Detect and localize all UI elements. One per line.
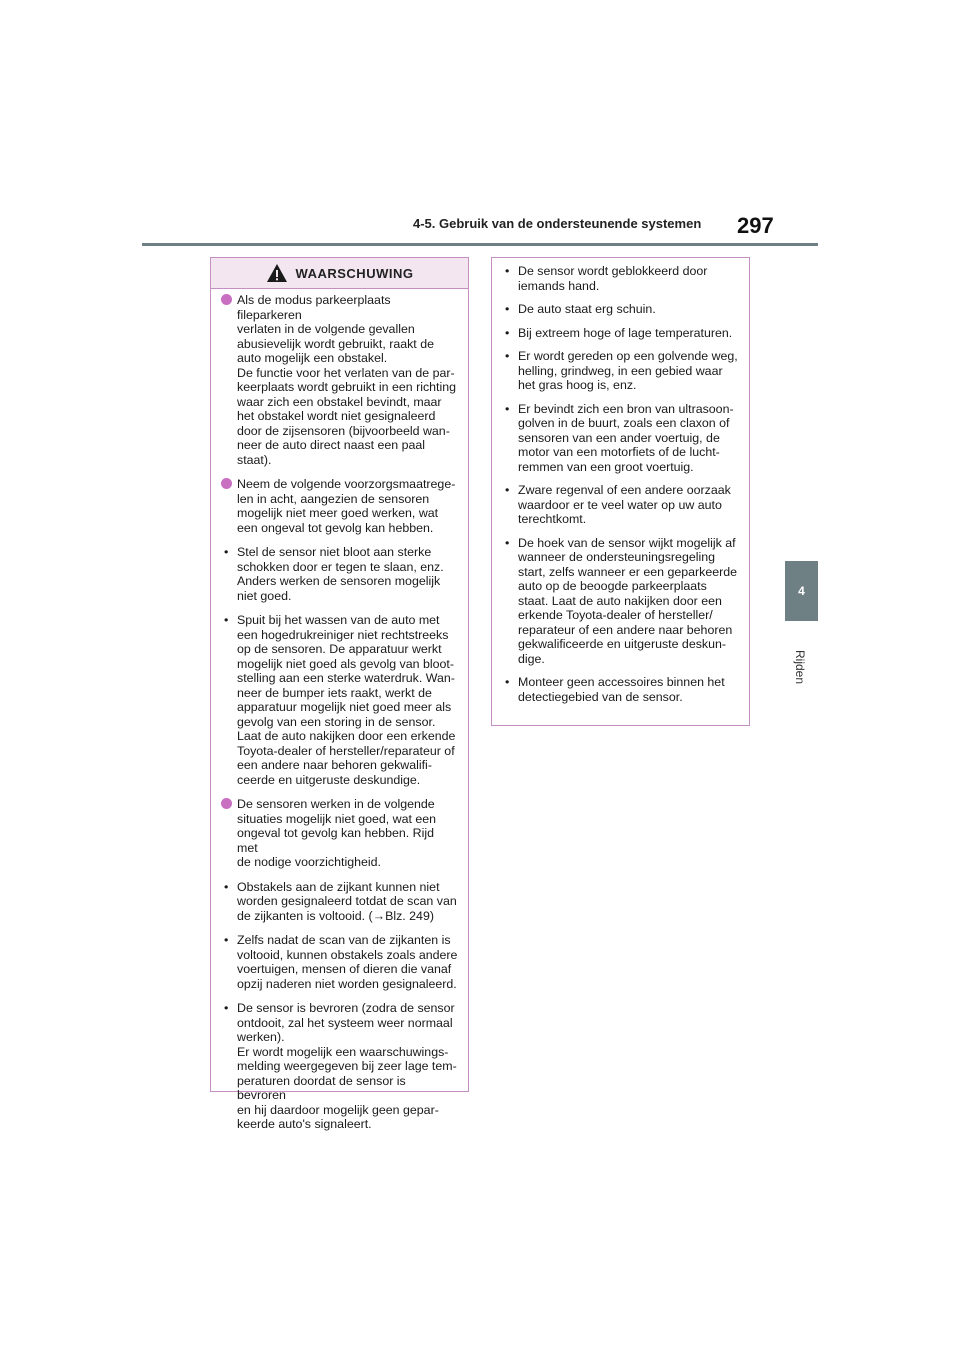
warning-bullet-item [220, 613, 458, 787]
continued-bullet-item [501, 349, 739, 393]
continued-bullet-item [501, 536, 739, 667]
bullet-dot-icon [221, 294, 232, 305]
warning-triangle-icon [266, 263, 288, 283]
page-number: 297 [737, 213, 774, 238]
item-text: Bij extreem hoge of lage temperaturen. [518, 325, 733, 340]
item-text: De sensor wordt geblokkeerd door iemands hand. [518, 264, 708, 293]
item-text: De hoek van de sensor wijkt mogelijk af wanneer de ondersteuningsregeling start, zelfs wanneer er een geparkeerde auto op de beoogde parkeerplaats staat. Laat de auto nakijken door een erkende Toyota-dealer of hersteller/ reparateur of een andere naar behoren gekwalificeerde en uitgeruste deskun- dige. [518, 535, 738, 666]
warning-paragraph [220, 293, 458, 467]
bullet-icon: • [224, 933, 229, 947]
item-text: Als de modus parkeerplaats fileparkeren verlaten in de volgende gevallen abusievelijk wordt gebruikt, raakt de auto mogelijk een obstakel. De functie voor het verlaten van de par- keerplaats wordt gebruikt in een richting waar zich een obstakel bevindt, maar het obstakel wordt niet gesignaleerd door de zijsensoren (bijvoorbeeld wan- neer de auto direct naast een paal staat). [237, 293, 457, 467]
warning-bullet-item [220, 545, 458, 603]
item-text: Er bevindt zich een bron van ultrasoon- golven in de buurt, zoals een claxon of sensoren van een ander voertuig, de motor van een motorfiets of de lucht- remmen van een groot voertuig. [518, 401, 734, 474]
continued-bullet-item [501, 264, 739, 293]
bullet-icon: • [224, 545, 229, 559]
item-text: Er wordt gereden op een golvende weg, helling, grindweg, in een gebied waar het gras hoog is, enz. [518, 349, 738, 392]
item-text: Monteer geen accessoires binnen het detectiegebied van de sensor. [518, 675, 725, 704]
continued-bullet-item [501, 302, 739, 317]
bullet-dot-icon [221, 798, 232, 809]
item-text: Zware regenval of een andere oorzaak waardoor er te veel water op uw auto terechtkomt. [518, 483, 731, 526]
bullet-icon: • [505, 675, 510, 689]
continued-warning-box [491, 257, 750, 726]
bullet-icon: • [505, 401, 510, 416]
bullet-icon: • [505, 535, 510, 550]
bullet-icon: • [224, 1001, 229, 1015]
bullet-icon: • [224, 879, 229, 894]
item-text: Zelfs nadat de scan van de zijkanten is voltooid, kunnen obstakels zoals andere voertuigen, mensen of dieren die vanaf opzij naderen niet worden gesignaleerd. [237, 933, 458, 991]
bullet-icon: • [224, 613, 229, 627]
warning-header [211, 258, 468, 289]
continued-content [492, 258, 749, 704]
continued-bullet-item [501, 483, 739, 527]
item-text: De sensoren werken in de volgende situaties mogelijk niet goed, wat een ongeval tot gevolg kan hebben. Rijd met de nodige voorzichtigheid. [237, 797, 437, 869]
bullet-icon: • [505, 325, 510, 340]
item-text: Obstakels aan de zijkant kunnen niet worden gesignaleerd totdat de scan van de zijkanten is voltooid. (→Blz. 249) [237, 879, 457, 923]
item-text: De sensor is bevroren (zodra de sensor ontdooit, zal het systeem weer normaal werken). Er wordt mogelijk een waarschuwings- melding weergegeven bij zeer lage tem- peraturen doordat de sensor is bevroren en hij daardoor mogelijk geen gepar- keerde auto's signaleert. [237, 1001, 457, 1131]
item-text: Neem de volgende voorzorgsmaatrege- len in acht, aangezien de sensoren mogelijk niet meer goed werken, wat een ongeval tot gevolg kan hebben. [237, 477, 456, 535]
bullet-icon: • [505, 302, 510, 316]
header-rule [142, 243, 818, 246]
warning-title: WAARSCHUWING [295, 265, 414, 281]
warning-paragraph [220, 797, 458, 870]
section-title: 4-5. Gebruik van de ondersteunende systemen [413, 216, 702, 231]
item-text: Stel de sensor niet bloot aan sterke schokken door er tegen te slaan, enz. Anders werken de sensoren mogelijk niet goed. [237, 545, 444, 603]
continued-bullet-item [501, 326, 739, 341]
continued-bullet-item [501, 675, 739, 704]
warning-content [211, 289, 468, 1132]
item-text: Spuit bij het wassen van de auto met een hogedrukreiniger niet rechtstreeks op de sensoren. De apparatuur werkt mogelijk niet goed als gevolg van bloot- stelling aan een sterke waterdruk. Wan- neer de bumper iets raakt, werkt de apparatuur mogelijk niet goed meer als gevolg van een storing in de sensor. Laat de auto nakijken door een erkende Toyota-dealer of hersteller/reparateur of een andere naar behoren gekwalifi- ceerde en uitgeruste deskundige. [237, 613, 456, 787]
chapter-label: Rijden [793, 649, 807, 685]
bullet-icon: • [505, 264, 510, 278]
warning-paragraph [220, 477, 458, 535]
warning-bullet-item [220, 1001, 458, 1132]
warning-bullet-item [220, 933, 458, 991]
warning-bullet-item [220, 880, 458, 924]
bullet-icon: • [505, 483, 510, 497]
item-text: De auto staat erg schuin. [518, 302, 656, 316]
warning-box [210, 257, 469, 1131]
bullet-dot-icon [221, 478, 232, 489]
bullet-icon: • [505, 349, 510, 363]
chapter-number: 4 [798, 584, 805, 598]
chapter-tab [785, 561, 818, 621]
continued-bullet-item [501, 402, 739, 475]
